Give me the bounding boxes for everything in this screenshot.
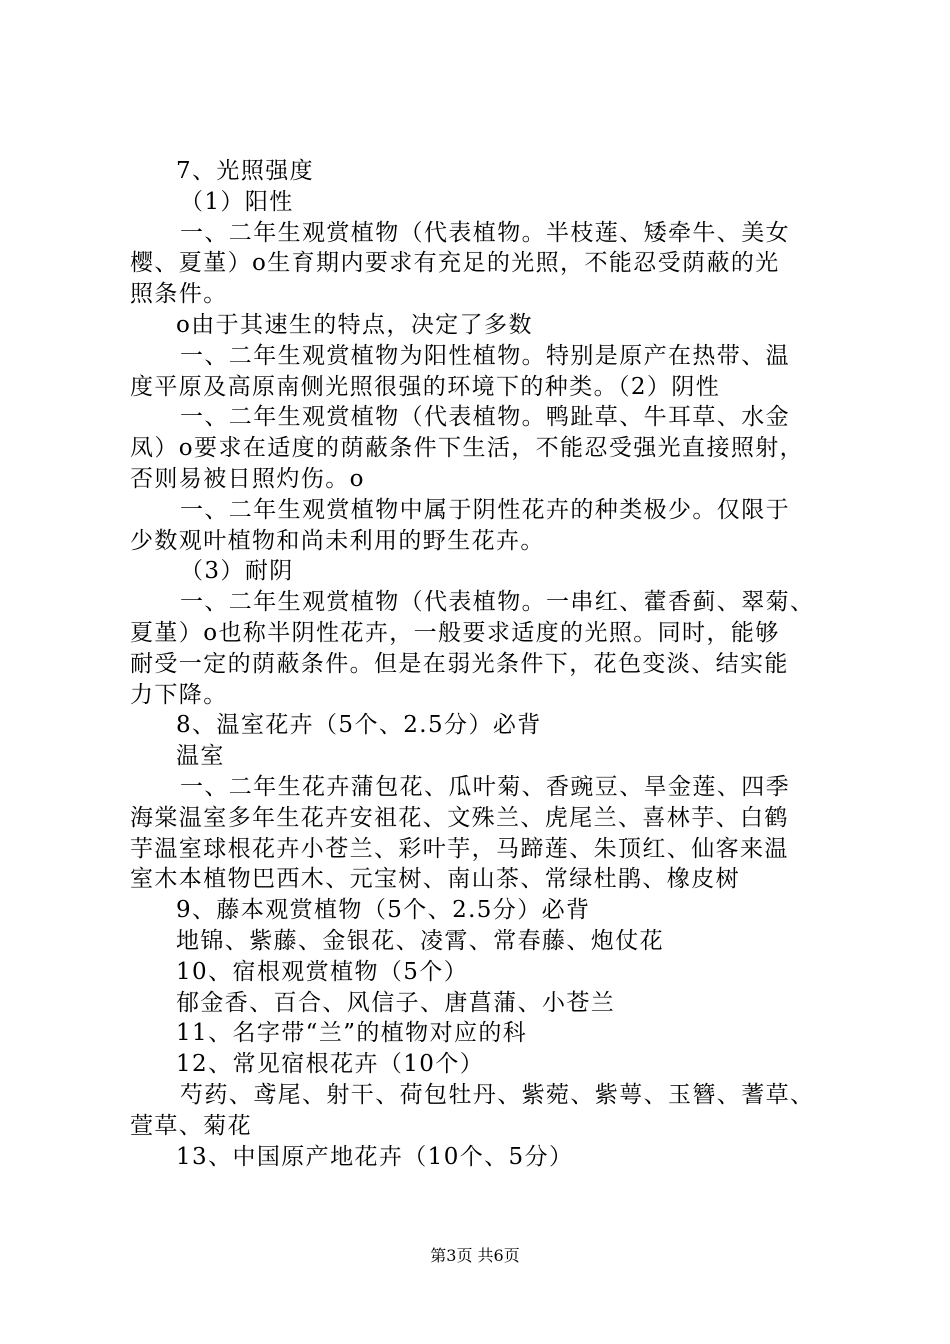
text-line: 凤）o要求在适度的荫蔽条件下生活，不能忍受强光直接照射， [130,435,805,462]
text-line: 9、藤本观赏植物（5个、2.5分）必背 [176,897,591,924]
text-line: 夏堇）o也称半阴性花卉，一般要求适度的光照。同时，能够 [130,619,780,646]
text-line: 海棠温室多年生花卉安祖花、文殊兰、虎尾兰、喜林芋、白鹤 [130,804,789,831]
text-line: 10、宿根观赏植物（5个） [176,958,469,985]
text-line: 7、光照强度 [176,158,315,184]
text-line: 11、名字带“兰”的植物对应的科 [176,1020,528,1047]
text-line: 13、中国原产地花卉（10个、5分） [176,1143,574,1170]
text-line: 度平原及高原南侧光照很强的环境下的种类。（2）阴性 [130,373,721,400]
text-line: 萱草、菊花 [130,1112,252,1139]
text-line: 12、常见宿根花卉（10个） [176,1051,485,1078]
body-text [130,156,850,1172]
text-line: 照条件。 [130,281,228,308]
text-line: 一、二年生观赏植物（代表植物。一串红、藿香蓟、翠菊、 [180,589,815,616]
text-line: （3）耐阴 [180,558,294,585]
text-line: 力下降。 [130,681,228,708]
text-line: 地锦、紫藤、金银花、凌霄、常春藤、炮仗花 [176,927,664,954]
text-line: 温室 [176,743,225,770]
text-line: 一、二年生观赏植物中属于阴性花卉的种类极少。仅限于 [180,496,790,523]
page-footer: 第3页 共6页 [430,1246,520,1265]
text-line: 少数观叶植物和尚未利用的野生花卉。 [130,527,545,554]
text-line: 室木本植物巴西木、元宝树、南山茶、常绿杜鹃、橡皮树 [130,866,740,893]
text-line: 一、二年生观赏植物（代表植物。鸭趾草、牛耳草、水金 [180,404,790,431]
text-line: 耐受一定的荫蔽条件。但是在弱光条件下，花色变淡、结实能 [130,650,789,677]
text-line: 郁金香、百合、风信子、唐菖蒲、小苍兰 [176,989,616,1016]
text-line: （1）阳性 [180,188,294,215]
text-line: 樱、夏堇）o生育期内要求有充足的光照，不能忍受荫蔽的光 [130,250,780,277]
text-line: 一、二年生观赏植物（代表植物。半枝莲、矮牵牛、美女 [180,219,790,246]
text-line: 芋温室球根花卉小苍兰、彩叶芋，马蹄莲、朱顶红、仙客来温 [130,835,789,862]
text-line: 8、温室花卉（5个、2.5分）必背 [176,712,542,739]
text-line: 否则易被日照灼伤。o [130,465,365,492]
text-line: 一、二年生花卉蒲包花、瓜叶菊、香豌豆、旱金莲、四季 [180,773,790,800]
text-line: 芍药、鸢尾、射干、荷包牡丹、紫菀、紫萼、玉簪、蓍草、 [180,1081,815,1108]
text-line: 一、二年生观赏植物为阳性植物。特别是原产在热带、温 [180,342,790,369]
text-line: o由于其速生的特点，决定了多数 [176,311,533,338]
